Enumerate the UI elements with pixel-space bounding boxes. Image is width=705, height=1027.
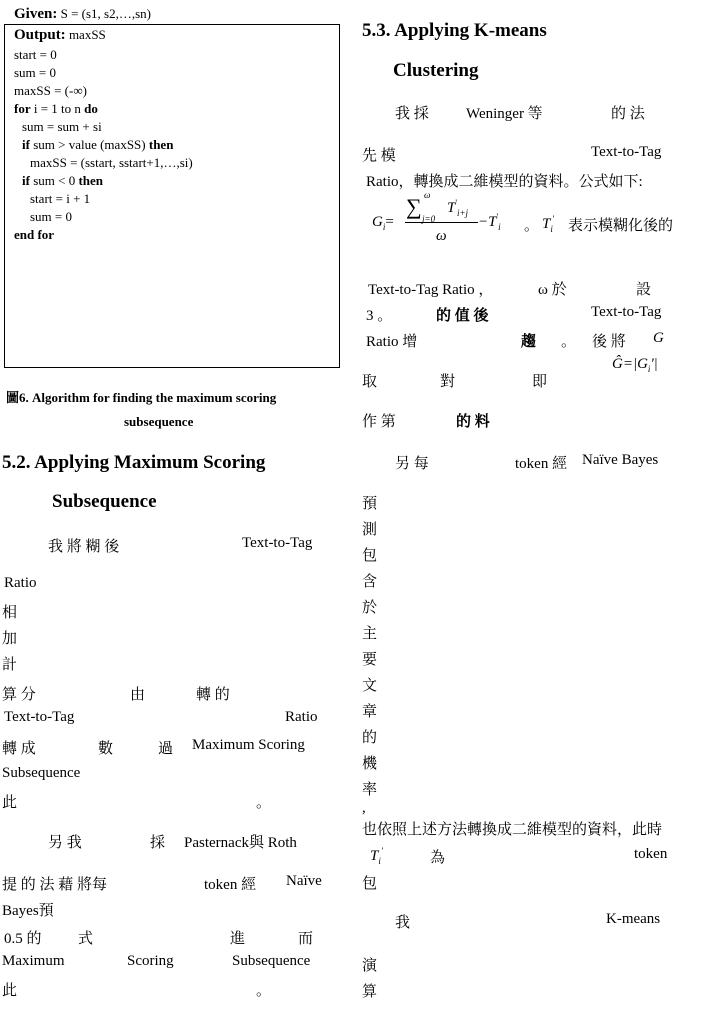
figure-caption-line1: 圖6. Algorithm for finding the maximum scoring xyxy=(6,390,277,405)
s52-b4: 0.5 的 xyxy=(4,931,42,947)
s52-b5: 式 xyxy=(78,931,94,947)
formula-ti: $T_i'$ xyxy=(542,214,555,234)
formula-sum: ∑ xyxy=(406,194,422,219)
s53-v3-0: 演 xyxy=(362,958,378,974)
s52-p2-0: 另 我 xyxy=(48,835,82,851)
s52-v1-2: 計 xyxy=(2,657,18,673)
s52-p1-a: 我 將 糊 後 xyxy=(48,539,120,555)
s52-c3: Text-to-Tag xyxy=(4,709,75,725)
s52-c2: 轉 的 xyxy=(196,687,230,703)
s53-p1-1: Weninger 等 xyxy=(466,106,543,122)
s53-v2-10: 機 xyxy=(362,756,378,772)
s52-b1: token 經 xyxy=(204,877,257,893)
s52-b10: Subsequence xyxy=(232,953,311,969)
s53-p3-0: 另 每 xyxy=(395,456,429,472)
algo-given: Given: S = (s1, s2,…,sn) xyxy=(14,6,151,22)
s53-p1-5: Ratio，轉換成二維模型的資料。公式如下: xyxy=(366,174,643,190)
section-5-3-title-line1: 5.3. Applying K-means xyxy=(362,20,547,41)
s53-p2-7: 趨 xyxy=(521,334,537,350)
s52-p2-2: Pasternack與 Roth xyxy=(184,835,297,851)
s52-p2-1: 採 xyxy=(150,835,166,851)
s53-p1-0: 我 採 xyxy=(395,106,429,122)
s52-v1-0: 相 xyxy=(2,605,18,621)
s52-c5: 轉 成 xyxy=(2,741,36,757)
formula-denominator: ω xyxy=(436,228,447,244)
algo-line-start-update: start = i + 1 xyxy=(30,191,91,206)
s53-p1-2: 的 法 xyxy=(611,106,645,122)
s53-p1-3: 先 模 xyxy=(362,148,396,164)
algo-line-start: start = 0 xyxy=(14,47,57,62)
s52-b8: Maximum xyxy=(2,953,65,969)
formula-g: $G_i=$ xyxy=(372,214,394,232)
s52-p1-b: Text-to-Tag xyxy=(242,535,313,551)
s53-p2-9: 後 將 xyxy=(592,334,626,350)
s52-c6: 數 xyxy=(98,741,114,757)
s53-p4: 也依照上述方法轉換成二維模型的資料，此時 xyxy=(362,822,663,838)
formula-sum-lower: j=0 xyxy=(422,214,436,224)
s52-v1-1: 加 xyxy=(2,631,18,647)
s53-v3-1: 算 xyxy=(362,984,378,1000)
s52-b3: Bayes預 xyxy=(2,903,54,919)
s53-v2-9: 的 xyxy=(362,730,378,746)
s53-p2-6: Ratio 增 xyxy=(366,334,418,350)
s53-p2-0: Text-to-Tag Ratio ， xyxy=(368,282,494,298)
s52-b7: 而 xyxy=(298,931,314,947)
s52-c4: Ratio xyxy=(285,709,318,725)
s53-p5-3: 包 xyxy=(362,876,378,892)
algo-line-sum: sum = 0 xyxy=(14,65,57,80)
s53-p2-5: Text-to-Tag xyxy=(591,304,662,320)
formula-minus-t: $-T'_i$ xyxy=(478,212,501,232)
s52-b12: 。 xyxy=(256,983,272,999)
formula-sum-upper: ω xyxy=(424,190,431,200)
section-5-2-title-line2: Subsequence xyxy=(52,491,157,512)
algorithm-box xyxy=(4,24,340,368)
s53-v2-4: 於 xyxy=(362,600,378,616)
formula-fraction-bar xyxy=(405,222,478,223)
algo-line-if2: if sum < 0 then xyxy=(22,173,104,188)
s53-p3-2: Naïve Bayes xyxy=(582,452,659,468)
s53-p5-1: 為 xyxy=(430,850,446,866)
s53-v2-11: 率 xyxy=(362,782,378,798)
s53-p2-2: 設 xyxy=(636,282,652,298)
s53-p2-15: 的 料 xyxy=(456,414,490,430)
s53-v2-7: 文 xyxy=(362,678,378,694)
s53-p2-1: ω 於 xyxy=(538,282,567,298)
s52-ratio: Ratio xyxy=(4,575,37,591)
section-5-2-title-line1: 5.2. Applying Maximum Scoring xyxy=(2,452,266,473)
s53-v2-8: 章 xyxy=(362,704,378,720)
s53-p2-14: 作 第 xyxy=(362,414,396,430)
formula-numerator-t: $T'_{i+j}$ xyxy=(447,198,469,218)
s53-p2-10: G xyxy=(653,330,664,346)
s52-b2: Naïve xyxy=(286,873,322,889)
s53-p6-1: K-means xyxy=(606,911,661,927)
s53-v2-5: 主 xyxy=(362,626,378,642)
algo-line-sum-reset: sum = 0 xyxy=(30,209,73,224)
s53-p2-13: 即 xyxy=(532,374,548,390)
algo-line-if1: if sum > value (maxSS) then xyxy=(22,137,174,152)
formula-ghat: $Ĝ=|G_i'|$ xyxy=(612,356,658,374)
algo-line-sum-update: sum = sum + si xyxy=(22,119,102,134)
s52-b0: 提 的 法 藉 將每 xyxy=(2,877,108,893)
s52-c9: Subsequence xyxy=(2,765,81,781)
s53-v2-6: 要 xyxy=(362,652,378,668)
s53-v2-0: 預 xyxy=(362,496,378,512)
s53-p2-12: 對 xyxy=(440,374,456,390)
s52-c10: 此 xyxy=(2,795,18,811)
s53-p5-2: token xyxy=(634,846,668,862)
formula-tail: 表示模糊化後的 xyxy=(568,218,674,234)
s52-c0: 算 分 xyxy=(2,687,36,703)
s53-p2-8: 。 xyxy=(561,334,577,350)
s53-p2-11: 取 xyxy=(362,374,378,390)
algo-output: Output: maxSS xyxy=(14,27,106,43)
s53-v2-3: 含 xyxy=(362,574,378,590)
s52-c1: 由 xyxy=(130,687,146,703)
s52-b6: 進 xyxy=(230,931,246,947)
algo-line-for: for i = 1 to n do xyxy=(14,101,98,116)
s53-p2-3: 3 。 xyxy=(366,308,393,324)
s53-p6-0: 我 xyxy=(395,915,411,931)
algo-line-maxss-update: maxSS = (sstart, sstart+1,…,si) xyxy=(30,155,193,170)
s53-v2-1: 測 xyxy=(362,522,378,538)
s52-c11: 。 xyxy=(256,795,272,811)
s52-c8: Maximum Scoring xyxy=(192,737,305,753)
s53-p3-1: token 經 xyxy=(515,456,568,472)
section-5-3-title-line2: Clustering xyxy=(393,60,479,81)
s53-p5-0: $T_i'$ xyxy=(370,846,383,866)
s52-c7: 過 xyxy=(158,741,174,757)
figure-caption-line2: subsequence xyxy=(124,414,194,429)
algo-line-end-for: end for xyxy=(14,227,55,242)
formula-period: 。 xyxy=(524,218,540,234)
algo-line-maxss: maxSS = (-∞) xyxy=(14,83,87,98)
s53-p1-4: Text-to-Tag xyxy=(591,144,662,160)
s52-b11: 此 xyxy=(2,983,18,999)
s53-v2-2: 包 xyxy=(362,548,378,564)
s53-v2-12: , xyxy=(362,800,366,816)
s53-p2-4: 的 值 後 xyxy=(436,308,489,324)
s52-b9: Scoring xyxy=(127,953,174,969)
